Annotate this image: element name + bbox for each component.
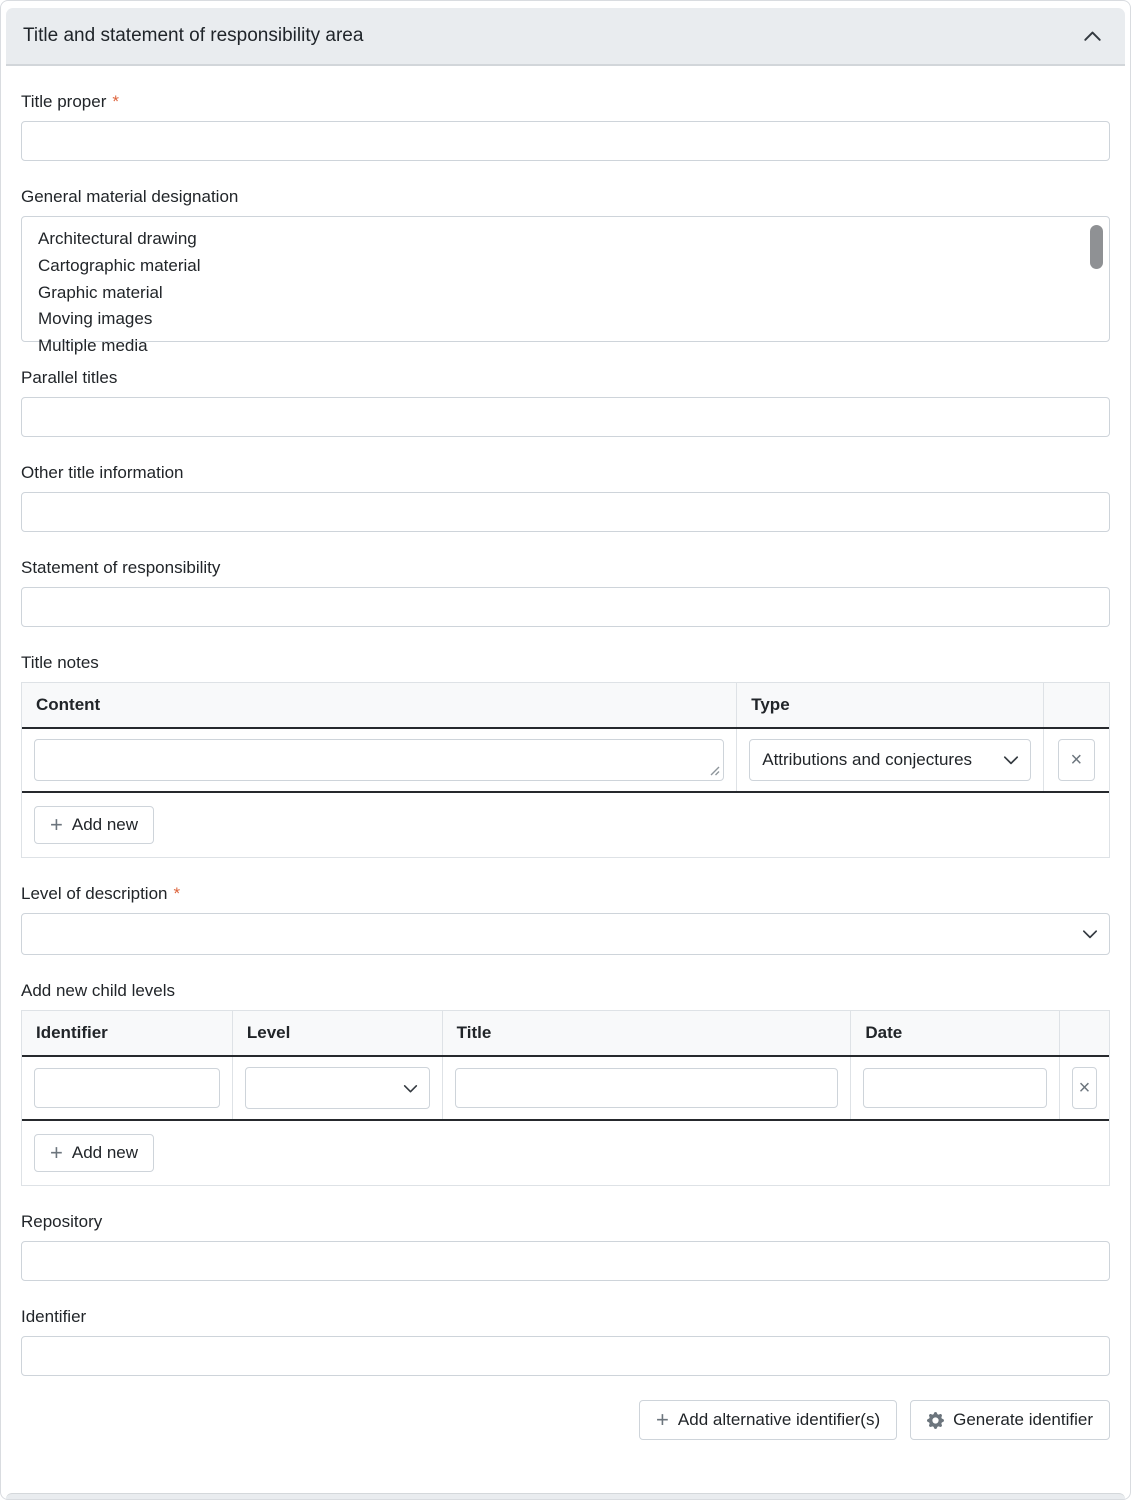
child-row-delete-button[interactable] — [1072, 1067, 1097, 1109]
gmd-option[interactable]: Multiple media — [38, 336, 148, 356]
title-note-delete-button[interactable] — [1058, 739, 1095, 781]
title-notes-header-row — [22, 683, 1109, 729]
title-notes-column-type: Type — [737, 683, 1044, 727]
child-levels-row — [22, 1057, 1109, 1121]
child-levels-header-row — [22, 1011, 1109, 1057]
field-statement-of-responsibility — [21, 558, 1110, 627]
child-date-input[interactable] — [863, 1068, 1047, 1108]
section-header-title-statement[interactable] — [6, 8, 1125, 66]
field-level-of-description — [21, 884, 1110, 955]
title-notes-footer — [22, 793, 1109, 857]
identifier-actions-row — [21, 1400, 1110, 1440]
gmd-option[interactable]: Graphic material — [38, 282, 163, 302]
required-asterisk: * — [112, 92, 119, 111]
close-icon: × — [1078, 1077, 1091, 1099]
child-level-select[interactable] — [245, 1067, 430, 1109]
child-levels-column-actions — [1060, 1011, 1109, 1055]
parallel-titles-input[interactable] — [21, 397, 1110, 437]
gmd-listbox[interactable] — [21, 216, 1110, 356]
other-title-information-input[interactable] — [21, 492, 1110, 532]
title-notes-row — [22, 729, 1109, 793]
title-notes-column-actions — [1044, 683, 1109, 727]
title-notes-table — [21, 682, 1110, 858]
plus-icon: + — [50, 812, 63, 837]
child-levels-add-new-button[interactable]: + Add new — [34, 1134, 154, 1172]
gmd-label: General material designation — [21, 187, 239, 206]
other-title-information-label: Other title information — [21, 463, 184, 482]
field-gmd — [21, 187, 1110, 356]
field-other-title-information — [21, 463, 1110, 532]
gmd-option[interactable]: Architectural drawing — [38, 229, 197, 248]
field-child-levels — [21, 981, 1110, 1186]
plus-icon: + — [50, 1140, 63, 1165]
field-identifier — [21, 1307, 1110, 1376]
field-parallel-titles — [21, 368, 1110, 437]
child-identifier-input[interactable] — [34, 1068, 220, 1108]
field-title-proper — [21, 92, 1110, 161]
section-body — [6, 92, 1125, 1440]
chevron-down-icon — [1081, 925, 1099, 943]
required-asterisk: * — [173, 884, 181, 903]
gmd-option[interactable]: Moving images — [38, 309, 153, 329]
identifier-label: Identifier — [21, 1307, 87, 1326]
title-notes-add-new-button[interactable]: + Add new — [34, 806, 154, 844]
title-proper-input[interactable] — [21, 121, 1110, 161]
title-note-content-textarea[interactable] — [34, 739, 724, 781]
child-levels-column-level: Level — [233, 1011, 443, 1055]
chevron-down-icon — [1002, 751, 1020, 769]
gmd-scrollbar-thumb[interactable] — [1090, 225, 1103, 269]
repository-label: Repository — [21, 1212, 103, 1231]
identifier-input[interactable] — [21, 1336, 1110, 1376]
title-notes-column-content: Content — [22, 683, 737, 727]
chevron-up-icon[interactable] — [1082, 26, 1103, 47]
chevron-down-icon — [402, 1080, 419, 1097]
next-section-header[interactable] — [6, 1493, 1125, 1499]
child-title-input[interactable] — [455, 1068, 839, 1108]
title-proper-label: Title proper * — [21, 92, 119, 111]
level-of-description-select[interactable] — [21, 913, 1110, 955]
title-notes-label: Title notes — [21, 653, 99, 672]
child-levels-column-title: Title — [443, 1011, 852, 1055]
child-levels-column-identifier: Identifier — [22, 1011, 233, 1055]
statement-of-responsibility-input[interactable] — [21, 587, 1110, 627]
child-levels-footer — [22, 1121, 1109, 1185]
plus-icon: + — [656, 1407, 669, 1432]
parallel-titles-label: Parallel titles — [21, 368, 118, 387]
child-levels-label: Add new child levels — [21, 981, 176, 1000]
add-alternative-identifiers-button[interactable]: + Add alternative identifier(s) — [639, 1400, 897, 1440]
title-note-type-select[interactable]: Attributions and conjectures — [749, 739, 1031, 781]
statement-of-responsibility-label: Statement of responsibility — [21, 558, 221, 577]
field-repository — [21, 1212, 1110, 1281]
repository-input[interactable] — [21, 1241, 1110, 1281]
child-levels-column-date: Date — [851, 1011, 1060, 1055]
gmd-option[interactable]: Cartographic material — [38, 255, 201, 275]
level-of-description-label: Level of description * — [21, 884, 181, 903]
child-levels-table — [21, 1010, 1110, 1186]
field-title-notes — [21, 653, 1110, 858]
close-icon: × — [1070, 749, 1083, 771]
generate-identifier-button[interactable]: Generate identifier — [910, 1400, 1110, 1440]
section-title: Title and statement of responsibility area — [23, 25, 364, 46]
gear-icon — [927, 1412, 944, 1429]
